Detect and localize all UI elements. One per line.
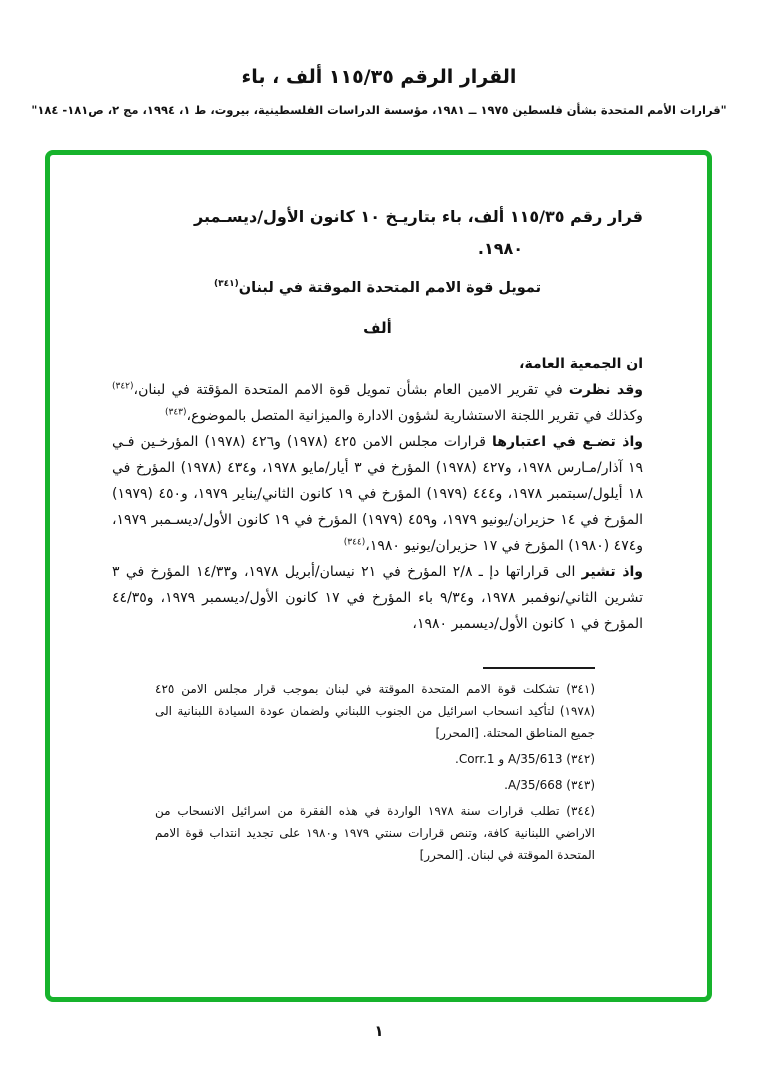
page-number: ١: [374, 1022, 384, 1040]
body-paragraph: [112, 351, 643, 377]
paragraph-segment: الى قراراتها دإ ـ ٢/٨ المؤرخ في ٢١ نيسان/أبريل ١٩٧٨، و١٤/٣٣ المؤرخ في ٣ تشرين الثاني/نوفمبر ١٩٧٨، و٩/٣٤ باء المؤرخ في ١٧ كانون الأول/ديسمبر ١٩٧٩، و٤٤/٣٥ المؤرخ في ١ كانون الأول/ديسمبر ١٩٨٠،: [112, 564, 644, 632]
page-header-title: القرار الرقم ١١٥/٣٥ ألف ، باء: [241, 66, 517, 88]
paragraph-segment: وكذلك في تقرير اللجنة الاستشارية لشؤون الادارة والميزانية المتصل بالموضوع،: [186, 408, 643, 424]
paragraph-segment: قرارات مجلس الامن ٤٢٥ (١٩٧٨) و٤٢٦ (١٩٧٨) المؤرخـين فـي ١٩ آذار/مـارس ١٩٧٨، و٤٢٧ (١٩٧٨) المؤرخ في ٣ أيار/مايو ١٩٧٨، و٤٣٤ (١٩٧٨) المؤرخ في ١٨ أيلول/سبتمبر ١٩٧٨، و٤٤٤ (١٩٧٩) المؤرخ في ١٩ كانون الثاني/يناير ١٩٧٩، و٤٥٠ (١٩٧٩) المؤرخ في ١٤ حزيران/يونيو ١٩٧٩، و٤٥٩ (١٩٧٩) المؤرخ في ١٩ كانون الأول/ديسـمبر ١٩٧٩، و٤٧٤ (١٩٨٠) المؤرخ في ١٧ حزيران/يونيو ١٩٨٠،: [112, 434, 644, 554]
document-body: [112, 155, 643, 866]
footnote-text: A/35/613 و Corr.1.: [455, 752, 563, 766]
footnote: [155, 678, 595, 744]
body-paragraph: [112, 559, 643, 637]
paragraphs: [112, 351, 643, 637]
doc-subtitle-text: تمويل قوة الامم المتحدة الموقتة في لبنان: [238, 280, 542, 296]
footnote-number: (٣٤٢): [562, 752, 595, 766]
footnote-separator: [483, 667, 595, 669]
footnote-ref: (٣٤٤): [343, 537, 366, 548]
page-header-source: "قرارات الأمم المتحدة بشأن فلسطين ١٩٧٥ ــ ١٩٨١، مؤسسة الدراسات الفلسطينية، بيروت، ط ١، ١٩٩٤، مج ٢، ص١٨١- ١٨٤": [31, 103, 727, 117]
footnote-text: A/35/668.: [504, 778, 563, 792]
body-paragraph: [112, 429, 643, 559]
footnote-number: (٣٤٣): [562, 778, 595, 792]
doc-subtitle-footnote-ref: (٣٤١): [213, 279, 239, 290]
doc-title-line2: ١٩٨٠.: [477, 239, 523, 258]
footnote-list: [155, 678, 595, 866]
footnote-text: تشكلت قوة الامم المتحدة الموقتة في لبنان بموجب قرار مجلس الامن ٤٢٥ (١٩٧٨) لتأكيد انسحاب اسرائيل من الجنوب اللبناني ولضمان عودة السيادة اللبنانية الى جميع المناطق المحتلة. [المحرر]: [155, 682, 595, 740]
footnote-text: تطلب قرارات سنة ١٩٧٨ الواردة في هذه الفقرة من اسرائيل الانسحاب من الاراضي اللبنانية كافة، وتنص قرارات سنتي ١٩٧٩ و١٩٨٠ على تجديد انتداب قوة الامم المتحدة الموقتة في لبنان. [المحرر]: [155, 804, 595, 862]
footnotes-block: [155, 667, 595, 866]
footnote-ref: (٣٤٣): [165, 407, 187, 418]
paragraph-segment: ان الجمعية العامة،: [519, 356, 643, 372]
doc-subtitle: [112, 273, 643, 303]
paragraph-segment: واذ تشير: [581, 564, 644, 580]
document-frame: [45, 150, 712, 1002]
footnote-number: (٣٤١): [559, 682, 595, 696]
footnote: [155, 774, 595, 796]
doc-title-line1: قرار رقم ١١٥/٣٥ ألف، باء بتاريـخ ١٠ كانون الأول/ديسـمبر: [194, 207, 643, 226]
paragraph-segment: واذ تضـع في اعتبارها: [492, 434, 643, 450]
body-paragraph: [112, 377, 643, 429]
section-letter: ألف: [363, 319, 392, 337]
footnote-number: (٣٤٤): [559, 804, 596, 818]
footnote-ref: (٣٤٢): [112, 381, 134, 392]
footnote: [155, 748, 595, 770]
paragraph-segment: وقد نظرت: [568, 382, 643, 398]
footnote: [155, 800, 595, 866]
paragraph-segment: في تقرير الامين العام بشأن تمويل قوة الامم المتحدة المؤقتة في لبنان،: [133, 382, 569, 398]
